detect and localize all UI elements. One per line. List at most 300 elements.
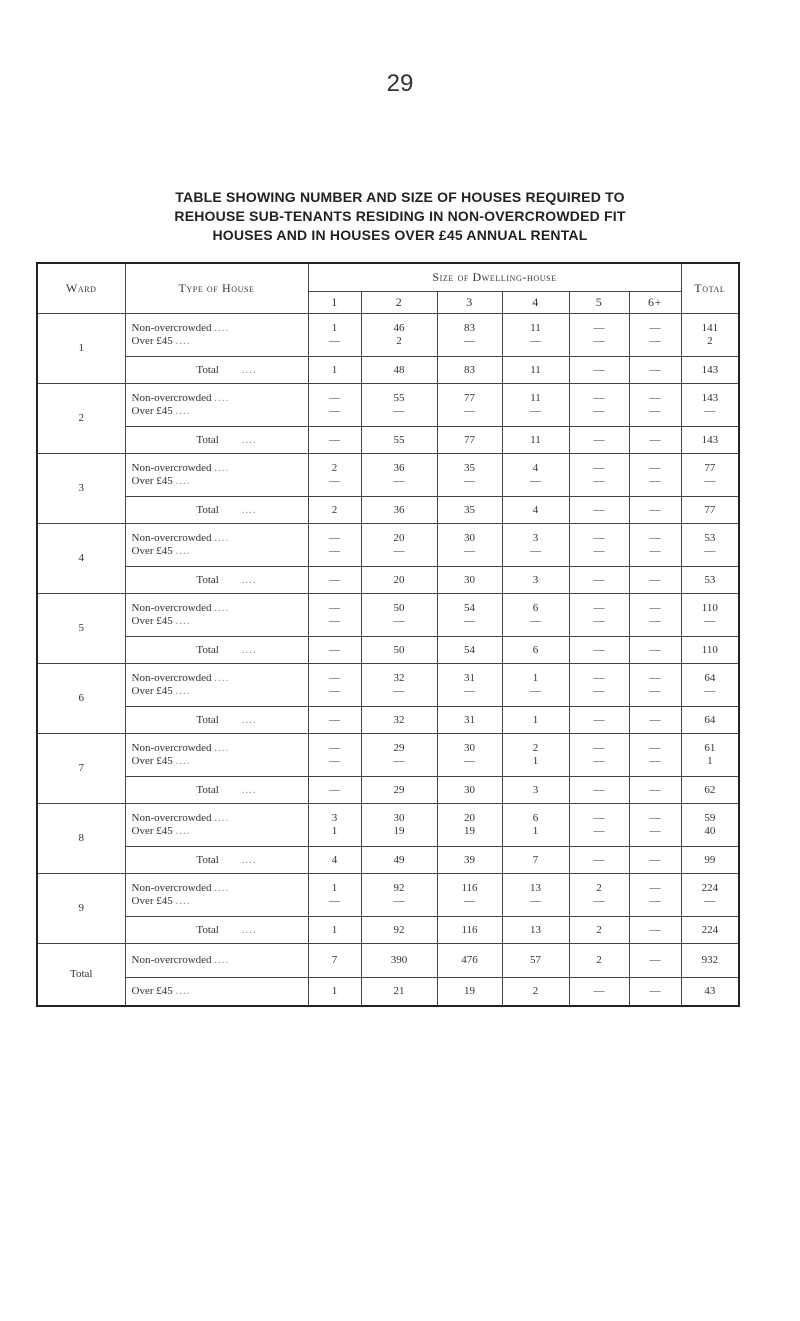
value-over-45: —: [464, 614, 475, 627]
size-cell: 6: [502, 636, 569, 663]
header-size: 3: [437, 291, 502, 313]
value-non-overcrowded: 3: [331, 811, 338, 824]
value-over-45: —: [704, 684, 716, 697]
leader-dots: ....: [214, 461, 230, 474]
size-cell: [502, 383, 569, 426]
total-label-cell: [125, 356, 308, 383]
house-type-cell: [125, 593, 308, 636]
total-cell: [681, 663, 739, 706]
size-cell: [502, 803, 569, 846]
leader-dots: ....: [241, 433, 257, 446]
value-non-overcrowded: 4: [532, 461, 539, 474]
value-non-overcrowded: 77: [704, 461, 716, 474]
value-over-45: —: [704, 614, 716, 627]
type-label-non-overcrowded: Non-overcrowded: [131, 811, 212, 824]
value-over-45: —: [530, 474, 541, 487]
size-cell: —: [629, 977, 681, 1006]
header-size-group: Size of Dwelling-house: [308, 263, 681, 291]
value-non-overcrowded: 30: [393, 811, 405, 824]
total-cell: [681, 803, 739, 846]
value-non-overcrowded: 11: [530, 321, 541, 334]
value-non-overcrowded: 55: [393, 391, 405, 404]
size-cell: 3: [502, 566, 569, 593]
type-label-non-overcrowded: Non-overcrowded: [131, 671, 212, 684]
value-over-45: —: [329, 614, 340, 627]
type-line: [132, 405, 308, 418]
size-cell: 476: [437, 943, 502, 977]
value-non-overcrowded: 6: [532, 601, 539, 614]
value-non-overcrowded: 11: [530, 391, 541, 404]
house-type-cell: [125, 803, 308, 846]
type-label-over-45: Over £45: [131, 894, 173, 907]
value-over-45: 1: [707, 754, 713, 767]
value-non-overcrowded: 20: [464, 811, 475, 824]
total-cell: [681, 733, 739, 776]
total-cell: 64: [681, 706, 739, 733]
leader-dots: ....: [214, 531, 230, 544]
ward-number: 9: [37, 873, 125, 943]
size-cell: [569, 383, 629, 426]
total-label: Total: [196, 363, 219, 376]
type-label-over-45: Over £45: [131, 824, 173, 837]
leader-dots: ....: [175, 544, 191, 557]
grand-total-row: [37, 943, 739, 977]
total-cell: [681, 873, 739, 916]
value-over-45: —: [593, 404, 605, 417]
total-cell: 53: [681, 566, 739, 593]
size-cell: 2: [569, 916, 629, 943]
value-over-45: —: [649, 684, 661, 697]
value-over-45: —: [329, 404, 340, 417]
size-cell: [308, 383, 361, 426]
type-line: [132, 812, 308, 825]
size-cell: —: [569, 356, 629, 383]
size-cell: —: [629, 776, 681, 803]
value-non-overcrowded: 3: [532, 531, 539, 544]
size-cell: 54: [437, 636, 502, 663]
size-cell: —: [629, 846, 681, 873]
type-label-over-45: Over £45: [131, 614, 173, 627]
leader-dots: ....: [241, 923, 257, 936]
header-type: Type of House: [125, 263, 308, 313]
size-cell: 3: [502, 776, 569, 803]
value-over-45: —: [649, 334, 661, 347]
house-type-cell: [125, 873, 308, 916]
ward-number: 2: [37, 383, 125, 453]
value-over-45: 1: [532, 754, 539, 767]
value-over-45: 19: [393, 824, 405, 837]
table-row: [37, 733, 739, 776]
table-row: [37, 383, 739, 426]
value-over-45: 2: [707, 334, 713, 347]
value-non-overcrowded: —: [593, 321, 605, 334]
total-label-cell: [125, 916, 308, 943]
size-cell: 2: [569, 943, 629, 977]
leader-dots: ....: [214, 601, 230, 614]
value-over-45: —: [329, 474, 340, 487]
size-cell: [569, 663, 629, 706]
size-cell: [629, 313, 681, 356]
header-size: 2: [361, 291, 437, 313]
size-cell: 2: [502, 977, 569, 1006]
size-cell: [629, 593, 681, 636]
type-line: [132, 882, 308, 895]
size-cell: [569, 313, 629, 356]
value-over-45: —: [393, 614, 405, 627]
title-line: TABLE SHOWING NUMBER AND SIZE OF HOUSES REQUIRED TO: [175, 189, 625, 205]
leader-dots: ....: [214, 954, 230, 966]
value-over-45: —: [593, 614, 605, 627]
size-cell: [502, 733, 569, 776]
leader-dots: ....: [241, 573, 257, 586]
type-line: [132, 895, 308, 908]
size-cell: 92: [361, 916, 437, 943]
value-over-45: —: [329, 334, 340, 347]
value-non-overcrowded: 30: [464, 531, 475, 544]
size-cell: [361, 523, 437, 566]
table-row-total: [37, 636, 739, 663]
size-cell: —: [629, 496, 681, 523]
type-label-non-overcrowded: Non-overcrowded: [131, 461, 212, 474]
value-non-overcrowded: 64: [704, 671, 716, 684]
total-cell: 224: [681, 916, 739, 943]
table-row: [37, 803, 739, 846]
value-over-45: —: [464, 404, 475, 417]
housing-table: [36, 262, 740, 1007]
leader-dots: ....: [241, 363, 257, 376]
total-cell: 110: [681, 636, 739, 663]
size-cell: [308, 523, 361, 566]
total-cell: [681, 313, 739, 356]
value-non-overcrowded: 36: [393, 461, 405, 474]
size-cell: —: [569, 706, 629, 733]
size-cell: 1: [308, 977, 361, 1006]
size-cell: 4: [308, 846, 361, 873]
table-row: [37, 873, 739, 916]
value-non-overcrowded: —: [593, 601, 605, 614]
type-line: [132, 742, 308, 755]
house-type-cell: [125, 943, 308, 977]
value-over-45: —: [329, 754, 340, 767]
value-non-overcrowded: 2: [532, 741, 539, 754]
size-cell: [308, 663, 361, 706]
title-line: REHOUSE SUB-TENANTS RESIDING IN NON-OVERCROWDED FIT: [174, 208, 626, 224]
type-label-over-45: Over £45: [131, 985, 173, 998]
leader-dots: ....: [241, 783, 257, 796]
type-line: [132, 755, 308, 768]
size-cell: 116: [437, 916, 502, 943]
header-size: 6+: [629, 291, 681, 313]
size-cell: —: [308, 776, 361, 803]
total-label-cell: [125, 776, 308, 803]
total-label-cell: [125, 706, 308, 733]
value-over-45: —: [530, 614, 541, 627]
value-non-overcrowded: 59: [704, 811, 716, 824]
value-non-overcrowded: —: [649, 391, 661, 404]
size-cell: [361, 313, 437, 356]
size-cell: —: [629, 356, 681, 383]
total-label: Total: [196, 923, 219, 936]
value-over-45: —: [593, 824, 605, 837]
title-line: HOUSES AND IN HOUSES OVER £45 ANNUAL RENTAL: [212, 227, 588, 243]
size-cell: [437, 803, 502, 846]
size-cell: [629, 663, 681, 706]
size-cell: —: [569, 566, 629, 593]
type-label-non-overcrowded: Non-overcrowded: [131, 741, 212, 754]
type-line: [132, 475, 308, 488]
type-label-non-overcrowded: Non-overcrowded: [131, 954, 212, 966]
value-over-45: —: [649, 404, 661, 417]
leader-dots: ....: [214, 881, 230, 894]
ward-number: 1: [37, 313, 125, 383]
table-body: [37, 313, 739, 1006]
value-over-45: —: [649, 544, 661, 557]
header-size: 1: [308, 291, 361, 313]
value-non-overcrowded: —: [329, 671, 340, 684]
leader-dots: ....: [214, 741, 230, 754]
size-cell: 1: [502, 706, 569, 733]
leader-dots: ....: [241, 853, 257, 866]
size-cell: [629, 383, 681, 426]
size-cell: [361, 663, 437, 706]
value-over-45: —: [393, 754, 405, 767]
type-label-over-45: Over £45: [131, 544, 173, 557]
size-cell: 31: [437, 706, 502, 733]
total-cell: 77: [681, 496, 739, 523]
size-cell: 19: [437, 977, 502, 1006]
value-over-45: —: [593, 894, 605, 907]
value-over-45: —: [649, 894, 661, 907]
type-line: [132, 462, 308, 475]
size-cell: —: [629, 566, 681, 593]
leader-dots: ....: [175, 614, 191, 627]
total-label: Total: [196, 433, 219, 446]
size-cell: 50: [361, 636, 437, 663]
size-cell: [629, 453, 681, 496]
size-cell: [437, 453, 502, 496]
value-over-45: —: [530, 404, 541, 417]
table-row-total: [37, 566, 739, 593]
value-over-45: —: [464, 334, 475, 347]
size-cell: [361, 383, 437, 426]
total-label: Total: [196, 503, 219, 516]
value-over-45: —: [393, 544, 405, 557]
total-cell: [681, 383, 739, 426]
page-number: 29: [386, 70, 414, 97]
leader-dots: ....: [214, 671, 230, 684]
total-label: Total: [196, 643, 219, 656]
size-cell: 83: [437, 356, 502, 383]
total-cell: [681, 523, 739, 566]
table-row-total: [37, 706, 739, 733]
value-over-45: 19: [464, 824, 475, 837]
size-cell: —: [629, 943, 681, 977]
size-cell: —: [569, 776, 629, 803]
value-over-45: —: [464, 754, 475, 767]
size-cell: [308, 733, 361, 776]
value-non-overcrowded: —: [593, 741, 605, 754]
value-over-45: —: [393, 684, 405, 697]
size-cell: 1: [308, 916, 361, 943]
size-cell: [437, 663, 502, 706]
size-cell: —: [569, 426, 629, 453]
size-cell: [361, 593, 437, 636]
total-cell: 62: [681, 776, 739, 803]
value-over-45: —: [464, 894, 475, 907]
value-over-45: —: [464, 474, 475, 487]
size-cell: [569, 523, 629, 566]
size-cell: [569, 803, 629, 846]
size-cell: [437, 383, 502, 426]
value-non-overcrowded: 110: [701, 601, 718, 614]
type-label-over-45: Over £45: [131, 404, 173, 417]
value-over-45: 40: [704, 824, 716, 837]
header-total: Total: [681, 263, 739, 313]
total-label-cell: [125, 846, 308, 873]
value-non-overcrowded: 50: [393, 601, 405, 614]
size-cell: 32: [361, 706, 437, 733]
size-cell: 20: [361, 566, 437, 593]
leader-dots: ....: [175, 894, 191, 907]
leader-dots: ....: [175, 684, 191, 697]
size-cell: [437, 733, 502, 776]
value-non-overcrowded: —: [329, 601, 340, 614]
value-over-45: —: [593, 544, 605, 557]
size-cell: —: [308, 636, 361, 663]
size-cell: —: [629, 706, 681, 733]
value-non-overcrowded: 32: [393, 671, 405, 684]
value-over-45: —: [649, 754, 661, 767]
total-cell: 143: [681, 356, 739, 383]
value-over-45: —: [530, 334, 541, 347]
size-cell: 13: [502, 916, 569, 943]
ward-number: 4: [37, 523, 125, 593]
ward-number: 3: [37, 453, 125, 523]
size-cell: [569, 733, 629, 776]
total-label-cell: [125, 426, 308, 453]
value-non-overcrowded: 20: [393, 531, 405, 544]
total-label: Total: [196, 713, 219, 726]
value-over-45: —: [704, 474, 716, 487]
value-non-overcrowded: 1: [331, 321, 338, 334]
type-line: [132, 322, 308, 335]
type-label-over-45: Over £45: [131, 334, 173, 347]
size-cell: [361, 873, 437, 916]
size-cell: [629, 733, 681, 776]
value-non-overcrowded: —: [593, 811, 605, 824]
type-line: [132, 825, 308, 838]
value-non-overcrowded: 31: [464, 671, 475, 684]
house-type-cell: [125, 663, 308, 706]
size-cell: [308, 873, 361, 916]
table-title: [70, 188, 730, 245]
value-non-overcrowded: —: [329, 391, 340, 404]
value-over-45: —: [593, 474, 605, 487]
size-cell: [569, 453, 629, 496]
type-line: [132, 685, 308, 698]
leader-dots: ....: [214, 391, 230, 404]
value-over-45: —: [593, 754, 605, 767]
house-type-cell: [125, 733, 308, 776]
value-non-overcrowded: 13: [530, 881, 541, 894]
value-non-overcrowded: 1: [532, 671, 539, 684]
size-cell: 21: [361, 977, 437, 1006]
size-cell: [502, 313, 569, 356]
header-ward: Ward: [37, 263, 125, 313]
value-non-overcrowded: —: [593, 461, 605, 474]
value-non-overcrowded: 92: [393, 881, 405, 894]
type-line: [132, 602, 308, 615]
total-label: Total: [196, 853, 219, 866]
size-cell: —: [629, 916, 681, 943]
value-over-45: 2: [396, 334, 402, 347]
size-cell: 4: [502, 496, 569, 523]
leader-dots: ....: [241, 643, 257, 656]
leader-dots: ....: [175, 474, 191, 487]
value-non-overcrowded: —: [649, 811, 661, 824]
size-cell: —: [308, 566, 361, 593]
leader-dots: ....: [241, 713, 257, 726]
size-cell: —: [308, 426, 361, 453]
value-over-45: —: [649, 614, 661, 627]
value-non-overcrowded: 53: [704, 531, 716, 544]
value-non-overcrowded: —: [649, 881, 661, 894]
type-line: [132, 672, 308, 685]
size-cell: —: [569, 977, 629, 1006]
grand-total-label: Total: [37, 943, 125, 1006]
total-label-cell: [125, 496, 308, 523]
total-cell: 143: [681, 426, 739, 453]
size-cell: [437, 523, 502, 566]
type-label-non-overcrowded: Non-overcrowded: [131, 601, 212, 614]
table-row: [37, 453, 739, 496]
size-cell: 1: [308, 356, 361, 383]
size-cell: 390: [361, 943, 437, 977]
value-non-overcrowded: —: [649, 321, 661, 334]
type-line: [132, 545, 308, 558]
value-over-45: —: [649, 474, 661, 487]
size-cell: —: [308, 706, 361, 733]
size-cell: [502, 663, 569, 706]
leader-dots: ....: [175, 404, 191, 417]
size-cell: [437, 593, 502, 636]
value-non-overcrowded: —: [593, 531, 605, 544]
value-non-overcrowded: 35: [464, 461, 475, 474]
size-cell: —: [629, 426, 681, 453]
size-cell: 77: [437, 426, 502, 453]
ward-number: 6: [37, 663, 125, 733]
value-over-45: —: [329, 894, 340, 907]
grand-total-row: [37, 977, 739, 1006]
total-cell: 99: [681, 846, 739, 873]
value-non-overcrowded: 143: [701, 391, 719, 404]
value-over-45: 1: [331, 824, 338, 837]
type-label-non-overcrowded: Non-overcrowded: [131, 881, 212, 894]
type-label-over-45: Over £45: [131, 684, 173, 697]
size-cell: 49: [361, 846, 437, 873]
size-cell: [361, 453, 437, 496]
size-cell: 48: [361, 356, 437, 383]
value-non-overcrowded: 6: [532, 811, 539, 824]
size-cell: [502, 523, 569, 566]
header-size: 5: [569, 291, 629, 313]
size-cell: [361, 803, 437, 846]
size-cell: 7: [308, 943, 361, 977]
value-over-45: —: [464, 684, 475, 697]
total-cell: [681, 453, 739, 496]
size-cell: 2: [308, 496, 361, 523]
value-non-overcrowded: —: [329, 741, 340, 754]
